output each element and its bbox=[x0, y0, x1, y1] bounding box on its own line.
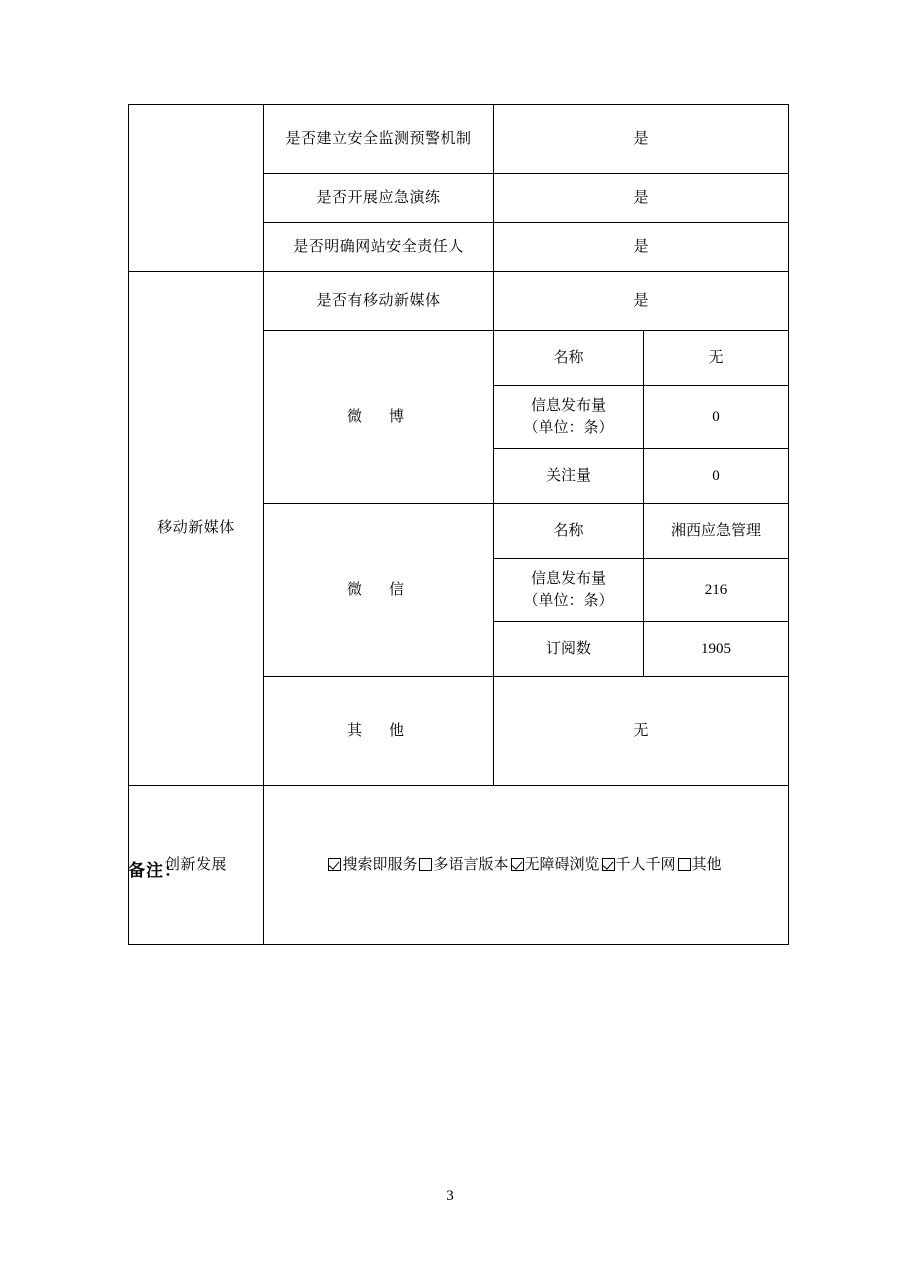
government-website-report-table bbox=[128, 104, 789, 945]
security-question-1: 是否建立安全监测预警机制 bbox=[264, 105, 494, 174]
checkbox-unchecked-icon[interactable] bbox=[419, 858, 432, 871]
checkbox-checked-icon[interactable] bbox=[602, 858, 615, 871]
innovation-option-personalized[interactable] bbox=[602, 854, 676, 877]
innovation-option-search-as-service[interactable] bbox=[328, 854, 417, 877]
weixin-value-subscribers: 1905 bbox=[644, 622, 789, 677]
innovation-option-label: 多语言版本 bbox=[433, 856, 509, 873]
innovation-option-label: 搜索即服务 bbox=[342, 856, 418, 873]
checkbox-unchecked-icon[interactable] bbox=[678, 858, 691, 871]
weixin-value-name: 湘西应急管理 bbox=[644, 504, 789, 559]
other-media-label: 其 他 bbox=[264, 677, 494, 786]
weibo-field-posts-line2: （单位：条） bbox=[523, 420, 614, 436]
innovation-option-multilingual[interactable] bbox=[419, 854, 508, 877]
media-section-label: 移动新媒体 bbox=[129, 272, 264, 786]
checkbox-checked-icon[interactable] bbox=[328, 858, 341, 871]
security-answer-2: 是 bbox=[494, 174, 789, 223]
weixin-value-posts: 216 bbox=[644, 559, 789, 622]
innovation-option-accessibility[interactable] bbox=[511, 854, 600, 877]
innovation-option-label: 其他 bbox=[691, 856, 722, 873]
innovation-option-other[interactable] bbox=[678, 854, 722, 877]
table-row bbox=[129, 105, 789, 174]
weibo-value-name: 无 bbox=[644, 331, 789, 386]
innovation-option-label: 千人千网 bbox=[615, 856, 676, 873]
weixin-field-subscribers: 订阅数 bbox=[494, 622, 644, 677]
checkbox-checked-icon[interactable] bbox=[511, 858, 524, 871]
weixin-field-posts-line2: （单位：条） bbox=[523, 593, 614, 609]
weibo-value-posts: 0 bbox=[644, 386, 789, 449]
weixin-field-posts bbox=[494, 559, 644, 622]
has-mobile-media-question: 是否有移动新媒体 bbox=[264, 272, 494, 331]
innovation-option-label: 无障碍浏览 bbox=[524, 856, 600, 873]
innovation-checkbox-group bbox=[268, 854, 784, 877]
security-section-blank-cell bbox=[129, 105, 264, 272]
weibo-label: 微 博 bbox=[264, 331, 494, 504]
report-table-container bbox=[128, 104, 788, 945]
security-answer-3: 是 bbox=[494, 223, 789, 272]
weibo-field-posts-line1: 信息发布量 bbox=[530, 397, 606, 414]
table-row bbox=[129, 272, 789, 331]
innovation-options-cell bbox=[264, 786, 789, 945]
security-answer-1: 是 bbox=[494, 105, 789, 174]
page-number: 3 bbox=[446, 1188, 454, 1204]
table-row bbox=[129, 786, 789, 945]
weibo-value-followers: 0 bbox=[644, 449, 789, 504]
weibo-field-name: 名称 bbox=[494, 331, 644, 386]
other-media-value: 无 bbox=[494, 677, 789, 786]
security-question-3: 是否明确网站安全责任人 bbox=[264, 223, 494, 272]
weixin-field-name: 名称 bbox=[494, 504, 644, 559]
weixin-label: 微 信 bbox=[264, 504, 494, 677]
has-mobile-media-answer: 是 bbox=[494, 272, 789, 331]
remark-label: 备注： bbox=[128, 861, 182, 880]
innovation-label: 创新发展 bbox=[129, 786, 264, 945]
security-question-2: 是否开展应急演练 bbox=[264, 174, 494, 223]
weibo-field-followers: 关注量 bbox=[494, 449, 644, 504]
weibo-field-posts bbox=[494, 386, 644, 449]
weixin-field-posts-line1: 信息发布量 bbox=[530, 570, 606, 587]
